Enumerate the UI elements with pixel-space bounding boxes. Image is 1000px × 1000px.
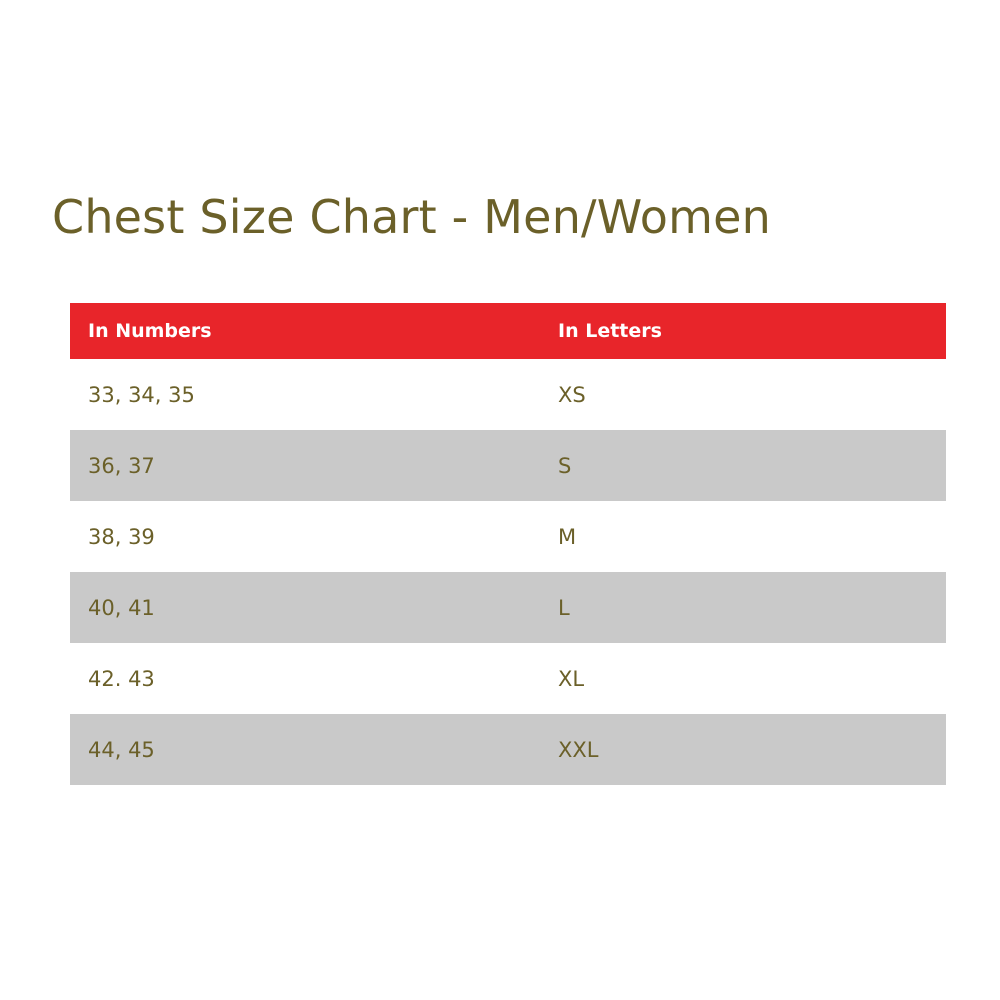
table-row (70, 359, 946, 430)
table-row (70, 572, 946, 643)
page-title: Chest Size Chart - Men/Women (52, 190, 771, 244)
cell-letters: M (540, 501, 946, 572)
cell-numbers: 36, 37 (70, 430, 540, 501)
cell-letters: XL (540, 643, 946, 714)
table-header (70, 303, 946, 359)
cell-numbers: 33, 34, 35 (70, 359, 540, 430)
table-row (70, 714, 946, 785)
cell-numbers: 44, 45 (70, 714, 540, 785)
table-header-row (70, 303, 946, 359)
table-row (70, 501, 946, 572)
cell-letters: XXL (540, 714, 946, 785)
table-row (70, 643, 946, 714)
cell-letters: S (540, 430, 946, 501)
column-header-in-letters: In Letters (540, 303, 946, 359)
cell-numbers: 40, 41 (70, 572, 540, 643)
column-header-in-numbers: In Numbers (70, 303, 540, 359)
cell-numbers: 42. 43 (70, 643, 540, 714)
table-row (70, 430, 946, 501)
table-body (70, 359, 946, 785)
cell-numbers: 38, 39 (70, 501, 540, 572)
chest-size-table (70, 303, 946, 785)
cell-letters: L (540, 572, 946, 643)
cell-letters: XS (540, 359, 946, 430)
